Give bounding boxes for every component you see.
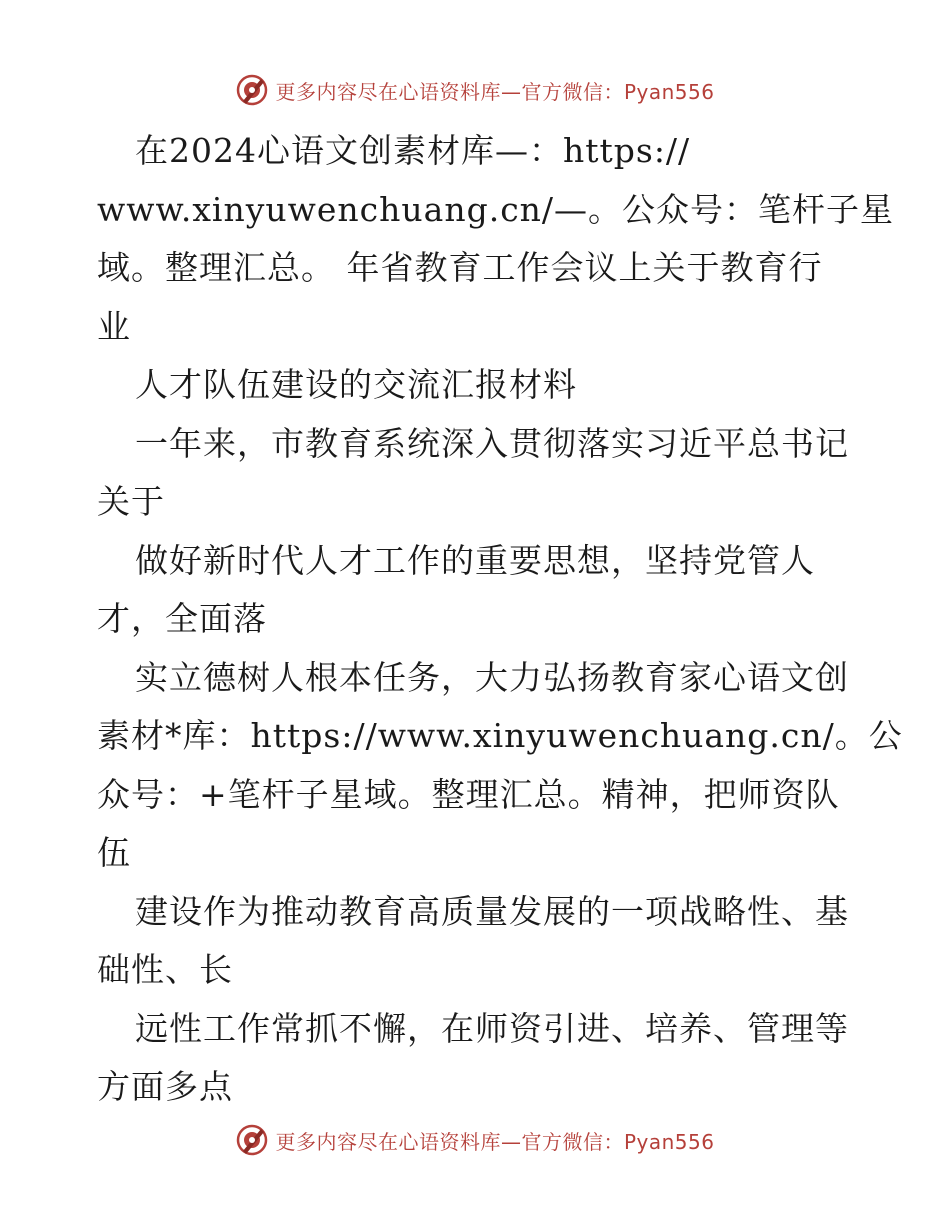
- quill-seal-icon: [235, 1123, 269, 1157]
- text-line: 一年来，市教育系统深入贯彻落实习近平总书记: [135, 423, 849, 463]
- text-line: 做好新时代人才工作的重要思想，坚持党管人: [135, 540, 815, 580]
- text-line: 众号：+笔杆子星域。整理汇总。精神，把师资队: [97, 774, 840, 814]
- text-line: 关于: [97, 482, 165, 521]
- text-line: 实立德树人根本任务，大力弘扬教育家心语文创: [135, 657, 849, 697]
- text-line: 业: [97, 306, 131, 346]
- text-line: 建设作为推动教育高质量发展的一项战略性、基: [135, 891, 849, 931]
- text-line: 才，全面落: [97, 599, 267, 638]
- document-body: [97, 122, 903, 1117]
- header-banner-text: 更多内容尽在心语资料库—官方微信：Pyan556: [275, 79, 715, 104]
- text-line: www.xinyuwenchuang.cn/—。公众号：笔杆子星: [97, 189, 895, 229]
- footer-banner: [0, 1120, 950, 1160]
- text-line: 伍: [97, 833, 131, 872]
- text-line: 在2024心语文创素材库—：https://: [135, 131, 691, 170]
- text-line: 远性工作常抓不懈，在师资引进、培养、管理等: [135, 1008, 849, 1048]
- quill-seal-icon: [235, 73, 269, 107]
- text-line: 方面多点: [97, 1067, 233, 1106]
- text-line: 素材*库：https://www.xinyuwenchuang.cn/。公: [97, 716, 903, 755]
- text-line: 人才队伍建设的交流汇报材料: [135, 365, 577, 404]
- header-banner: [0, 70, 950, 110]
- footer-banner-text: 更多内容尽在心语资料库—官方微信：Pyan556: [275, 1129, 715, 1154]
- text-line: 域。整理汇总。 年省教育工作会议上关于教育行: [97, 248, 823, 287]
- text-line: 础性、长: [97, 950, 233, 989]
